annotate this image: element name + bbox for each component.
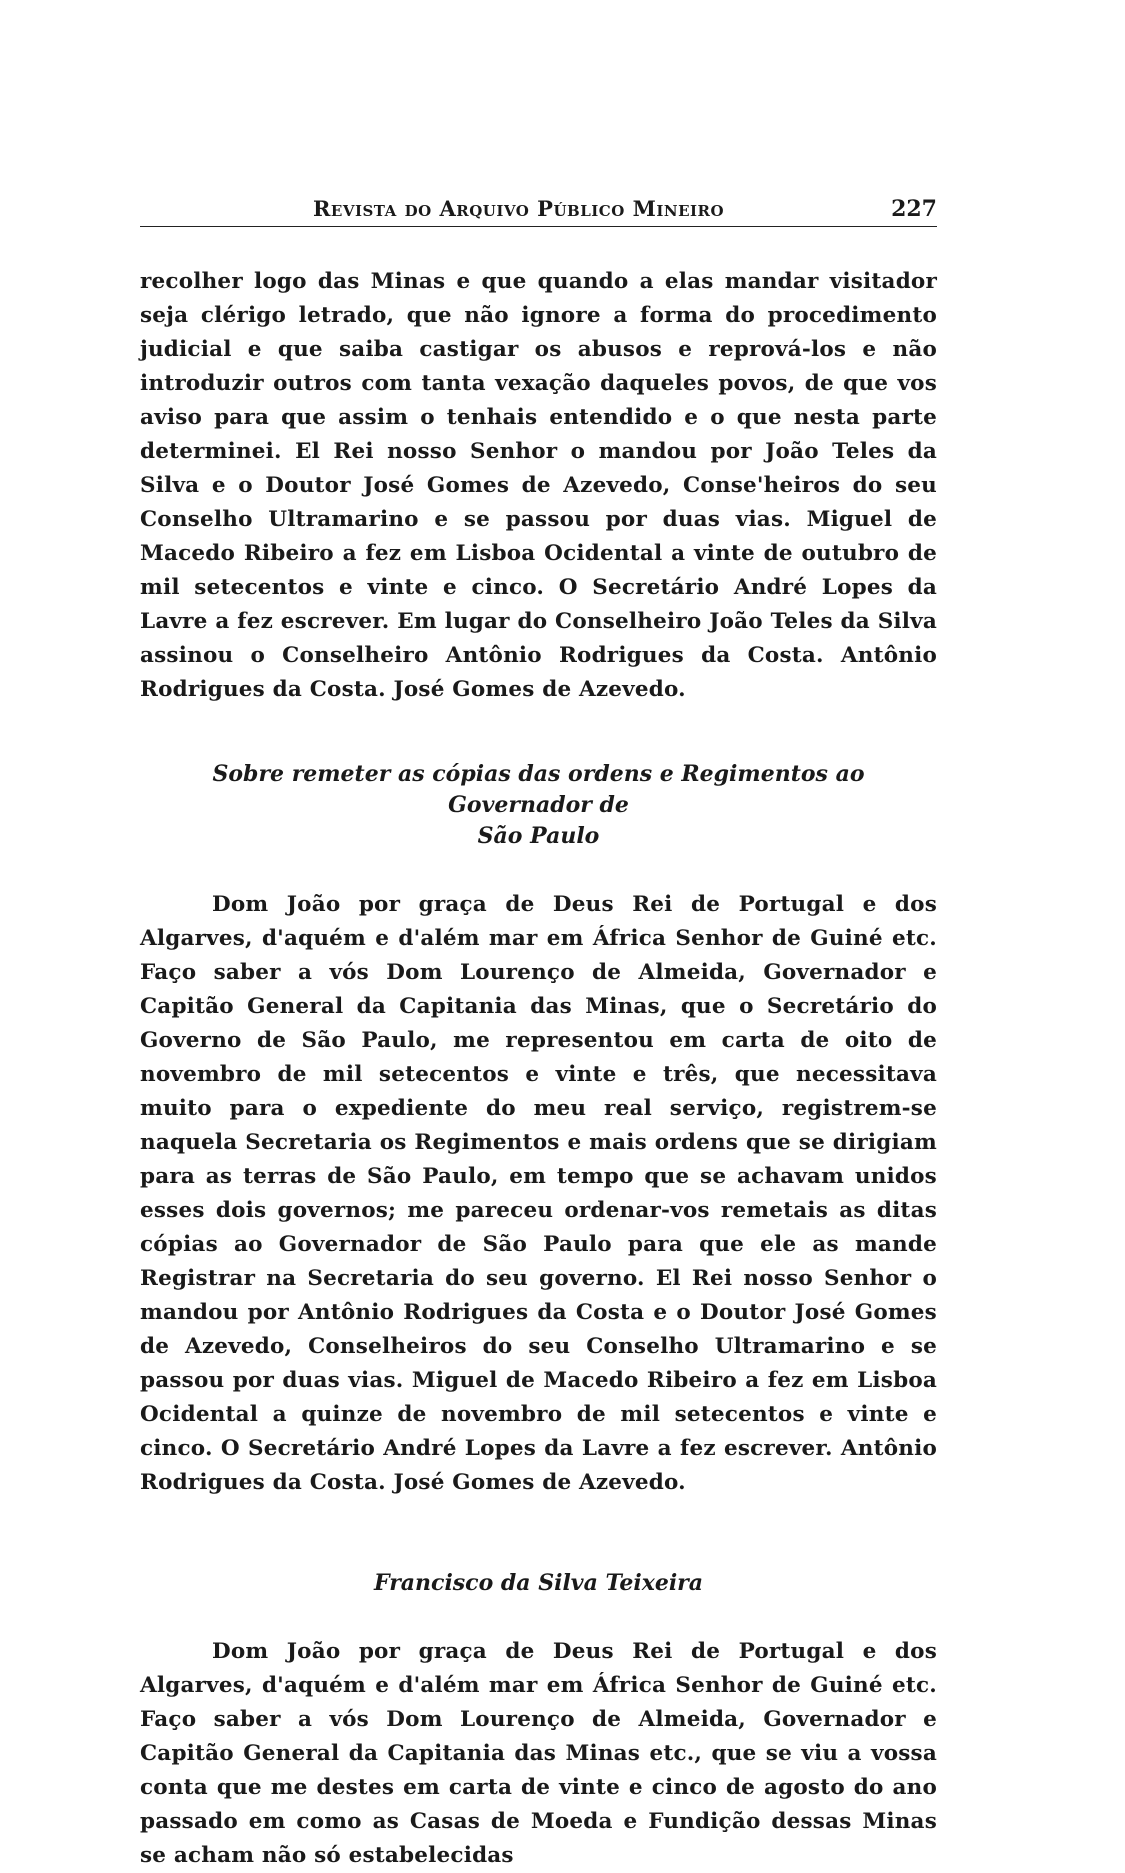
document-page [140,196,937,1873]
section-title-line: Francisco da Silva Teixeira [373,1570,704,1596]
opening-paragraph: recolher logo das Minas e que quando a elas mandar visitador seja clérigo letrado, que não ignore a forma do procedimento judicial e que saiba castigar os abusos e reprová-los e não introduzir outros com tanta vexação daqueles povos, de que vos aviso para que assim o tenhais entendido e o que nesta parte determinei. El Rei nosso Senhor o mandou por João Teles da Silva e o Doutor José Gomes de Azevedo, Conse'heiros do seu Conselho Ultramarino e se passou por duas vias. Miguel de Macedo Ribeiro a fez em Lisboa Ocidental a vinte de outubro de mil setecentos e vinte e cinco. O Secretário André Lopes da Lavre a fez escrever. Em lugar do Conselheiro João Teles da Silva assinou o Conselheiro Antônio Rodrigues da Costa. Antônio Rodrigues da Costa. José Gomes de Azevedo. [140,269,937,702]
section-body-remeter-copias: Dom João por graça de Deus Rei de Portugal e dos Algarves, d'aquém e d'além mar em África Senhor de Guiné etc. Faço saber a vós Dom Lourenço de Almeida, Governador e Capitão General da Capitania das Minas, que o Secretário do Governo de São Paulo, me representou em carta de oito de novembro de mil setecentos e vinte e três, que necessitava muito para o expediente do meu real serviço, registrem-se naquela Secretaria os Regimentos e mais ordens que se dirigiam para as terras de São Paulo, em tempo que se achavam unidos esses dois governos; me pareceu ordenar-vos remetais as ditas cópias ao Governador de São Paulo para que ele as mande Registrar na Secretaria do seu governo. El Rei nosso Senhor o mandou por Antônio Rodrigues da Costa e o Doutor José Gomes de Azevedo, Conselheiros do seu Conselho Ultramarino e se passou por duas vias. Miguel de Macedo Ribeiro a fez em Lisboa Ocidental a quinze de novembro de mil setecentos e vinte e cinco. O Secretário André Lopes da Lavre a fez escrever. Antônio Rodrigues da Costa. José Gomes de Azevedo. [140,892,937,1495]
section-title-remeter-copias [140,759,937,852]
section-title-line: Sobre remeter as cópias das ordens e Regimentos ao Governador de [212,761,865,818]
running-head [140,196,937,227]
section-title-line: São Paulo [477,823,600,849]
journal-title: Revista do Arquivo Público Mineiro [312,196,725,221]
page-number: 227 [891,196,937,222]
section-title-francisco-teixeira [140,1568,937,1599]
section-body-francisco-teixeira: Dom João por graça de Deus Rei de Portugal e dos Algarves, d'aquém e d'além mar em África Senhor de Guiné etc. Faço saber a vós Dom Lourenço de Almeida, Governador e Capitão General da Capitania das Minas etc., que se viu a vossa conta que me destes em carta de vinte e cinco de agosto do ano passado em como as Casas de Moeda e Fundição dessas Minas se acham não só estabelecidas [140,1639,937,1868]
